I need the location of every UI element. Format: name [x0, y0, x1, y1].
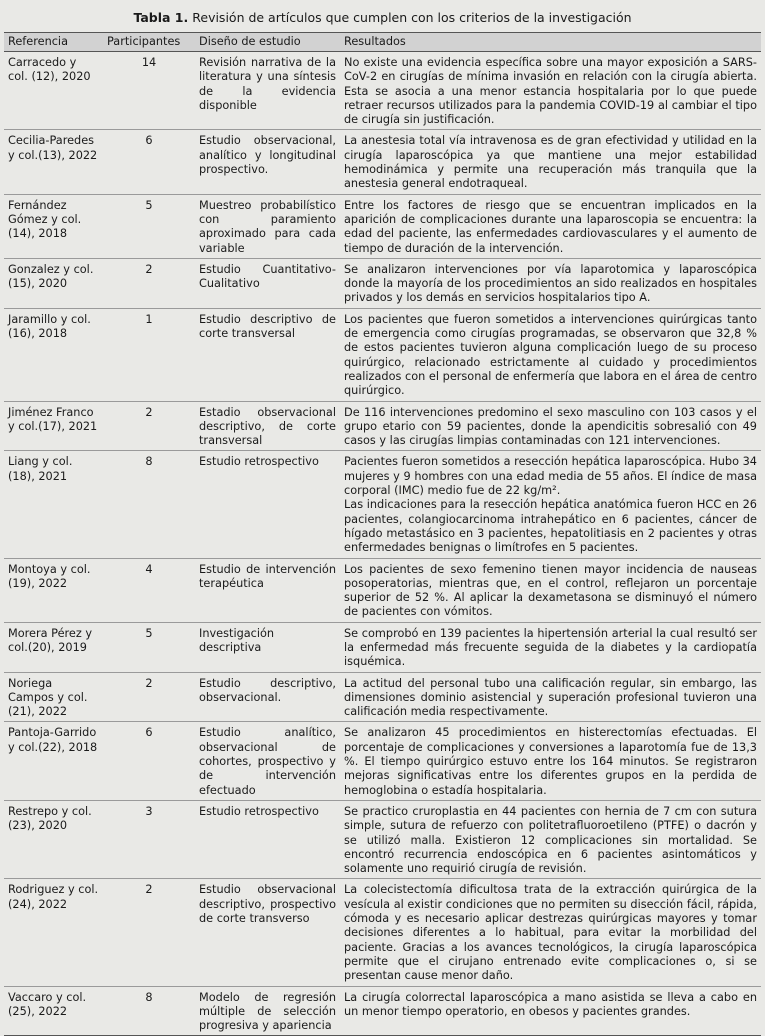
cell-design: Investigación descriptiva: [195, 622, 340, 672]
table-row: [4, 800, 761, 878]
column-header-diseno: Diseño de estudio: [195, 33, 340, 52]
cell-design: Estudio Cuantitativo-Cualitativo: [195, 258, 340, 308]
cell-design: Estadio observacional descriptivo, de corte transversal: [195, 401, 340, 451]
results-paragraph: Pacientes fueron sometidos a resección hepática laparoscópica. Hubo 34 mujeres y 9 hombres con una edad media de 55 años. El índice de masa corporal (IMC) medio fue de 22 kg/m².: [344, 455, 757, 498]
table-row: [4, 558, 761, 622]
cell-reference: Gonzalez y col. (15), 2020: [4, 258, 103, 308]
table-row: [4, 622, 761, 672]
table-row: [4, 194, 761, 258]
cell-design: Estudio de intervención terapéutica: [195, 558, 340, 622]
cell-participants: 2: [103, 879, 195, 986]
cell-results: Se comprobó en 139 pacientes la hipertensión arterial la cual resultó ser la enfermedad más frecuente seguida de la diabetes y la cardiopatía isquémica.: [340, 622, 761, 672]
cell-reference: Montoya y col. (19), 2022: [4, 558, 103, 622]
cell-participants: 5: [103, 622, 195, 672]
cell-results: Los pacientes de sexo femenino tienen mayor incidencia de nauseas posoperatorias, mientras que, en el control, reflejaron un porcentaje superior de 52 %. Al aplicar la dexametasona se disminuyó el número de pacientes con vómitos.: [340, 558, 761, 622]
cell-reference: Liang y col.(18), 2021: [4, 451, 103, 558]
column-header-resultados: Resultados: [340, 33, 761, 52]
cell-results: La anestesia total vía intravenosa es de gran efectividad y utilidad en la cirugía laparoscópica ya que mantiene una mejor estabilidad hemodinámica y permite una recuperación más tranquila que la anestesia general endotraqueal.: [340, 130, 761, 194]
table-row: [4, 879, 761, 986]
cell-results: No existe una evidencia específica sobre una mayor exposición a SARS-CoV-2 en cirugías de mínima invasión en relación con la cirugía abierta. Esta se asocia a una menor estancia hospitalaria por lo que puede retraer recursos utilizados para la pandemia COVID-19 al cambiar el tipo de cirugía sin justificación.: [340, 52, 761, 130]
table-title-label: Tabla 1.: [133, 10, 189, 25]
table-row: [4, 52, 761, 130]
column-header-referencia: Referencia: [4, 33, 103, 52]
cell-participants: 1: [103, 308, 195, 401]
cell-reference: Rodriguez y col. (24), 2022: [4, 879, 103, 986]
table-row: [4, 258, 761, 308]
cell-reference: Pantoja-Garrido y col.(22), 2018: [4, 722, 103, 800]
cell-design: Estudio observacional, analítico y longitudinal prospectivo.: [195, 130, 340, 194]
cell-participants: 2: [103, 258, 195, 308]
table-row: [4, 986, 761, 1036]
cell-design: Estudio analítico, observacional de cohortes, prospectivo y de intervención efectuado: [195, 722, 340, 800]
table-row: [4, 308, 761, 401]
cell-reference: Jaramillo y col. (16), 2018: [4, 308, 103, 401]
table-row: [4, 401, 761, 451]
cell-results: Entre los factores de riesgo que se encuentran implicados en la aparición de complicaciones durante una laparoscopia se encuentra: la edad del paciente, las enfermedades cardiovasculares y el aumento de tiempo de duración de la intervención.: [340, 194, 761, 258]
cell-results: La colecistectomía dificultosa trata de la extracción quirúrgica de la vesícula al existir condiciones que no permiten su disección fácil, rápida, cómoda y es necesario aplicar destrezas quirúrgicas mayores y tomar decisiones diferentes a lo habitual, para evitar la morbilidad del paciente. Gracias a los avances tecnológicos, la cirugía laparoscópica permite que el cirujano entrenado evite complicaciones o, si se presentan cause menor daño.: [340, 879, 761, 986]
table-row: [4, 722, 761, 800]
cell-reference: Fernández Gómez y col. (14), 2018: [4, 194, 103, 258]
cell-results: Se analizaron 45 procedimientos en histerectomías efectuadas. El porcentaje de complicaciones y conversiones a laparotomía fue de 13,3 %. El tiempo quirúrgico estuvo entre los 164 minutos. Se registraron mejoras significativas entre los diferentes grupos en la perdida de hemoglobina o estadía hospitalaria.: [340, 722, 761, 800]
cell-results: La cirugía colorrectal laparoscópica a mano asistida se lleva a cabo en un menor tiempo operatorio, en obesos y pacientes grandes.: [340, 986, 761, 1036]
cell-results: De 116 intervenciones predomino el sexo masculino con 103 casos y el grupo etario con 59 pacientes, donde la apendicitis sobresalió con 49 casos y las cirugías limpias contaminadas con 121 intervenciones.: [340, 401, 761, 451]
cell-participants: 8: [103, 986, 195, 1036]
cell-participants: 6: [103, 722, 195, 800]
cell-design: Revisión narrativa de la literatura y una síntesis de la evidencia disponible: [195, 52, 340, 130]
table-header-row: [4, 33, 761, 52]
results-paragraph: Las indicaciones para la resección hepática anatómica fueron HCC en 26 pacientes, colangiocarcinoma intrahepático en 6 pacientes, cáncer de hígado metastásico en 3 pacientes, hepatolitiasis en 2 pacientes y otras enfermedades benignas o limítrofes en 5 pacientes.: [344, 498, 757, 555]
cell-reference: Morera Pérez y col.(20), 2019: [4, 622, 103, 672]
cell-design: Estudio descriptivo, observacional.: [195, 672, 340, 722]
cell-results: [340, 451, 761, 558]
articles-table: [4, 32, 761, 1036]
cell-results: Los pacientes que fueron sometidos a intervenciones quirúrgicas tanto de emergencia como cirugías programadas, se observaron que 32,8 % de estos pacientes tuvieron alguna complicación luego de su proceso quirúrgico, relacionado estrictamente al cuidado y procedimientos realizados con el personal de enfermería que labora en el área de centro quirúrgico.: [340, 308, 761, 401]
cell-reference: Carracedo y col. (12), 2020: [4, 52, 103, 130]
cell-design: Estudio retrospectivo: [195, 451, 340, 558]
cell-reference: Vaccaro y col. (25), 2022: [4, 986, 103, 1036]
table-row: [4, 451, 761, 558]
cell-design: Estudio retrospectivo: [195, 800, 340, 878]
cell-design: Muestreo probabilístico con paramiento aproximado para cada variable: [195, 194, 340, 258]
column-header-participantes: Participantes: [103, 33, 195, 52]
cell-results: Se practico cruroplastia en 44 pacientes con hernia de 7 cm con sutura simple, sutura de refuerzo con politetrafluoroetileno (PTFE) o dacrón y se utilizó malla. Existieron 12 complicaciones sin mortalidad. Se encontró recurrencia endoscópica en 6 pacientes asintomáticos y solamente uno requirió cirugía de revisión.: [340, 800, 761, 878]
cell-reference: Jiménez Franco y col.(17), 2021: [4, 401, 103, 451]
cell-participants: 14: [103, 52, 195, 130]
cell-participants: 6: [103, 130, 195, 194]
cell-participants: 3: [103, 800, 195, 878]
cell-participants: 4: [103, 558, 195, 622]
cell-reference: Noriega Campos y col.(21), 2022: [4, 672, 103, 722]
cell-participants: 8: [103, 451, 195, 558]
cell-design: Estudio observacional descriptivo, prospectivo de corte transverso: [195, 879, 340, 986]
cell-reference: Restrepo y col. (23), 2020: [4, 800, 103, 878]
table-row: [4, 672, 761, 722]
cell-design: Modelo de regresión múltiple de selección progresiva y apariencia: [195, 986, 340, 1036]
cell-design: Estudio descriptivo de corte transversal: [195, 308, 340, 401]
cell-participants: 2: [103, 401, 195, 451]
cell-participants: 2: [103, 672, 195, 722]
table-title-text: Revisión de artículos que cumplen con los criterios de la investigación: [192, 10, 632, 25]
table-row: [4, 130, 761, 194]
cell-participants: 5: [103, 194, 195, 258]
table-title: [0, 0, 765, 32]
cell-reference: Cecilia-Paredes y col.(13), 2022: [4, 130, 103, 194]
cell-results: La actitud del personal tubo una calificación regular, sin embargo, las dimensiones dominio asistencial y superación profesional tuvieron una calificación media respectivamente.: [340, 672, 761, 722]
cell-results: Se analizaron intervenciones por vía laparotomica y laparoscópica donde la mayoría de los procedimientos an sido realizados en hospitales privados y los demás en servicios hospitalarios tipo A.: [340, 258, 761, 308]
